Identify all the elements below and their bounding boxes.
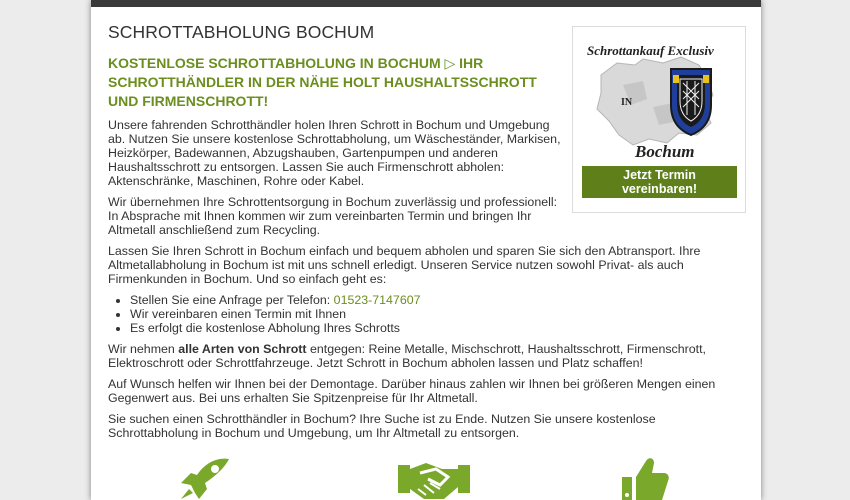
logo-top-text: Schrottankauf Exclusiv [587,43,714,58]
handshake-icon [396,455,472,500]
scrap-types-bold: alle Arten von Schrott [178,342,307,356]
intro-paragraph: Unsere fahrenden Schrotthändler holen Ihren Schrott in Bochum und Umgebung ab. Nutzen Sie unsere kostenlose Schrottabholung, um Wäscheständer, Markisen, Heizkörper, Badewannen, Abzugshauben, Gartenpumpen und anderen Haushaltsschrott zu entsorgen. Lassen Sie auch Firmenschrott abholen: Aktenschränke, Maschinen, Rohre oder Kabel. [108,118,561,188]
sidebar-box [572,26,746,213]
logo-city-text: Bochum [635,142,695,161]
list-item: • Wir vereinbaren einen Termin mit Ihnen [130,307,748,321]
page-subtitle: KOSTENLOSE SCHROTTABHOLUNG IN BOCHUM ▷ IHR SCHROTTHÄNDLER IN DER NÄHE HOLT HAUSHALTSSCHROTT UND FIRMENSCHROTT! [108,55,537,109]
phone-link[interactable]: 01523-7147607 [333,293,421,307]
logo-in-text: IN [621,97,633,108]
rocket-icon [177,455,233,500]
service-paragraph: Wir übernehmen Ihre Schrottentsorgung in Bochum zuverlässig und professionell: In Absprache mit Ihnen kommen wir zum vereinbarten Termin und bringen Ihr Altmetall anschließend zum Recycling. [108,195,558,237]
book-appointment-button[interactable]: Jetzt Termin vereinbaren! [582,166,737,198]
dismantling-paragraph: Auf Wunsch helfen wir Ihnen bei der Demontage. Darüber hinaus zahlen wir Ihnen bei größeren Mengen einen Gegenwert aus. Bei uns erhalten Sie Spitzenpreise für Ihr Altmetall. [108,377,716,405]
scrap-types-paragraph: Wir nehmen alle Arten von Schrott entgegen: Reine Metalle, Mischschrott, Haushaltsschrott, Firmenschrott, Elektroschrott oder Schrottfahrzeuge. Jetzt Schrott in Bochum abholen lassen und Platz schaffen! [108,342,706,370]
convenience-paragraph: Lassen Sie Ihren Schrott in Bochum einfach und bequem abholen und sparen Sie sich den Abtransport. Ihre Altmetallabholung in Bochum ist mit uns schnell erledigt. Unseren Service nutzen sowohl Privat- als auch Firmenkunden in Bochum. Und so einfach geht es: [108,244,701,286]
page-container [91,0,761,500]
list-item [130,293,748,307]
top-bar [91,0,761,7]
list-item: • Es erfolgt die kostenlose Abholung Ihres Schrotts [130,321,748,335]
steps-list [108,293,748,335]
list-item-text: Stellen Sie eine Anfrage per Telefon: [130,293,334,307]
closing-paragraph: Sie suchen einen Schrotthändler in Bochum? Ihre Suche ist zu Ende. Nutzen Sie unsere kostenlose Schrottabholung in Bochum und Umgebung, um Ihr Altmetall zu entsorgen. [108,412,656,440]
feature-icons-row [91,455,761,500]
page-title: SCHROTTABHOLUNG BOCHUM [108,22,375,42]
thumbs-up-icon [618,455,670,500]
company-logo [583,35,735,163]
